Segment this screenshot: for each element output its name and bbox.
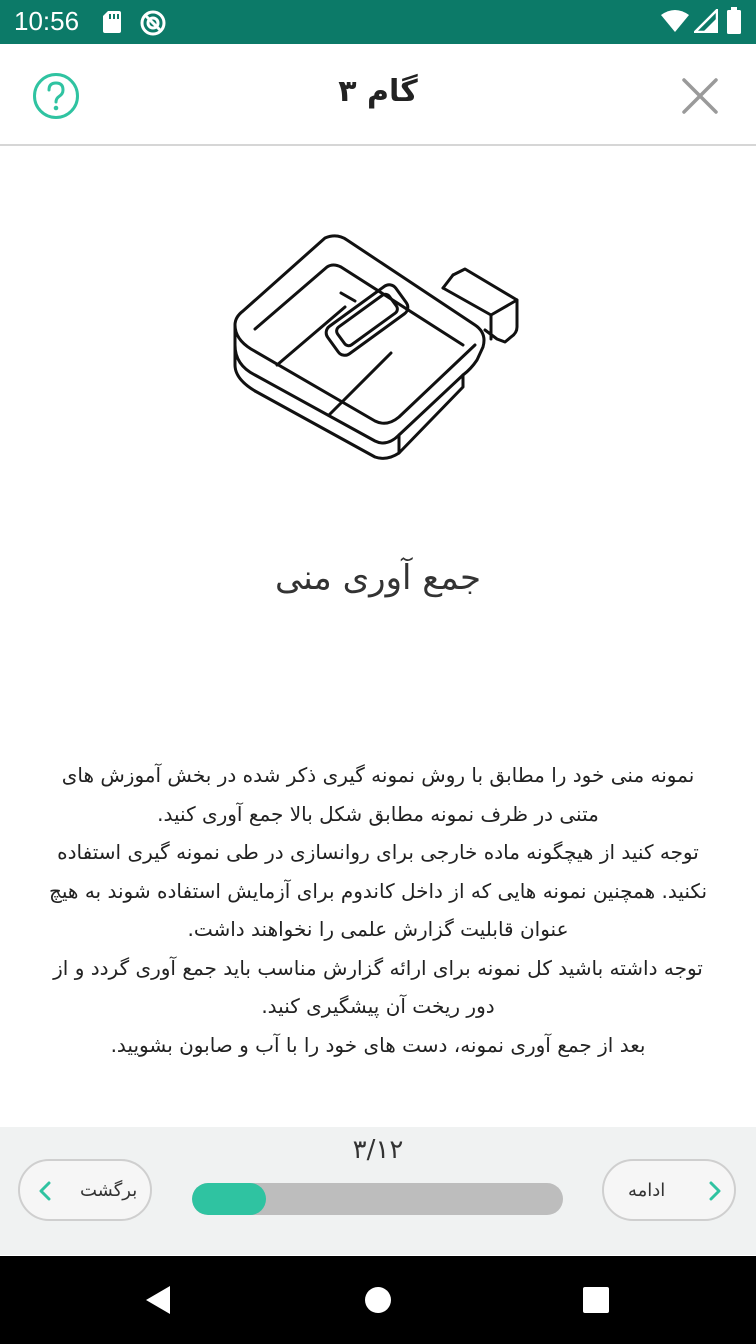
- progress-label: ۳/۱۲: [352, 1135, 404, 1165]
- sd-card-icon: [102, 10, 122, 34]
- step-paragraph: توجه کنید از هیچگونه ماده خارجی برای روانسازی در طی نمونه گیری استفاده نکنید. همچنین نمونه هایی که از داخل کاندوم برای آزمایش استفاده شوند به هیچ عنوان قابلیت گزارش علمی را نخواهند داشت.: [48, 840, 708, 941]
- step-heading: جمع آوری منی: [274, 558, 482, 598]
- back-button-label: برگشت: [80, 1180, 138, 1201]
- close-icon[interactable]: [680, 76, 720, 116]
- battery-icon: [726, 7, 742, 35]
- recents-square-icon[interactable]: [582, 1286, 610, 1314]
- signal-icon: [694, 9, 718, 33]
- next-button-label: ادامه: [628, 1180, 666, 1201]
- app-bar: [0, 44, 756, 146]
- page-title: گام ۳: [338, 74, 418, 109]
- progress-fill: [192, 1183, 266, 1215]
- wifi-icon: [660, 9, 690, 33]
- navigation-bar: [0, 1256, 756, 1344]
- sample-container-icon: [225, 225, 530, 460]
- back-triangle-icon[interactable]: [144, 1284, 172, 1316]
- chevron-right-icon: [708, 1181, 722, 1201]
- footer: [0, 1127, 756, 1255]
- chevron-left-icon: [38, 1181, 52, 1201]
- home-circle-icon[interactable]: [364, 1286, 392, 1314]
- progress-bar: [192, 1183, 563, 1215]
- status-time: 10:56: [14, 6, 80, 36]
- back-button[interactable]: [18, 1159, 152, 1221]
- sync-disabled-icon: [140, 10, 166, 36]
- step-paragraph: نمونه منی خود را مطابق با روش نمونه گیری ذکر شده در بخش آموزش های متنی در ظرف نمونه مطابق شکل بالا جمع آوری کنید.: [61, 763, 695, 826]
- step-description: [40, 756, 716, 1064]
- step-paragraph: بعد از جمع آوری نمونه، دست های خود را با آب و صابون بشویید.: [110, 1032, 646, 1057]
- next-button[interactable]: [602, 1159, 736, 1221]
- status-bar: [0, 0, 756, 44]
- step-paragraph: توجه داشته باشید کل نمونه برای ارائه گزارش مناسب باید جمع آوری گردد و از دور ریخت آن پیشگیری کنید.: [53, 955, 703, 1018]
